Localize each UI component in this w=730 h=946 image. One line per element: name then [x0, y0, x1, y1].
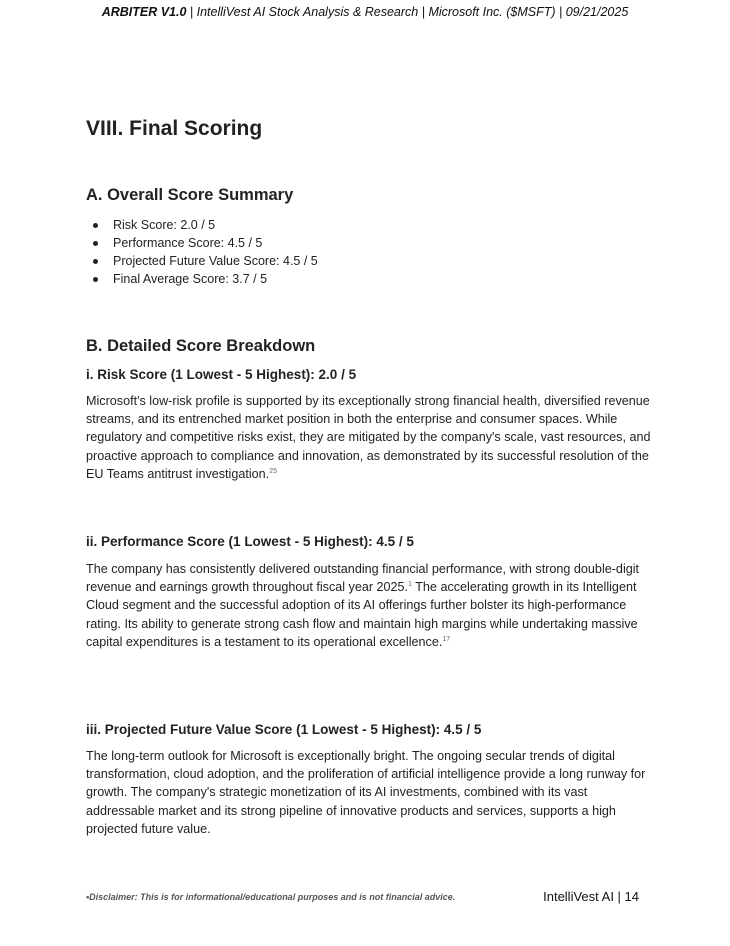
footnote-ref: 1 [408, 581, 412, 589]
performance-score-text-b: The accelerating growth in its Intelligent Cloud segment and the successful adoption of its AI offerings further bolster its high-performance rating. Its ability to generate strong cash flow and maintain high margins while undertaking massive capital expenditures is a testament to its operational excellence. [86, 580, 638, 649]
bullet-icon [93, 259, 98, 264]
future-value-score-heading: iii. Projected Future Value Score (1 Lowest - 5 Highest): 4.5 / 5 [86, 722, 482, 737]
list-item [86, 270, 318, 288]
bullet-icon [93, 223, 98, 228]
bullet-icon [93, 277, 98, 282]
page-header [0, 5, 730, 19]
header-brand: ARBITER V1.0 [101, 5, 187, 19]
footnote-ref: 17 [442, 635, 451, 643]
footnote-ref: 25 [269, 467, 277, 475]
list-item [86, 252, 318, 270]
performance-score-summary: Performance Score: 4.5 / 5 [113, 236, 263, 250]
final-average-score-summary: Final Average Score: 3.7 / 5 [113, 272, 268, 286]
footer-disclaimer: •Disclaimer: This is for informational/educational purposes and is not financial advice. [86, 892, 456, 902]
section-title: VIII. Final Scoring [86, 117, 263, 140]
risk-score-text: Microsoft's low-risk profile is supported by its exceptionally strong financial health, diversified revenue streams, and its entrenched market position in both the enterprise and consumer spaces. While regulatory and competitive risks exist, they are mitigated by the company's scale, vast resources, and proactive approach to compliance and innovation, as demonstrated by its successful resolution of the EU Teams antitrust investigation. [86, 394, 651, 481]
list-item [86, 234, 318, 252]
footer-page-number: IntelliVest AI | 14 [543, 889, 639, 904]
header-details: | IntelliVest AI Stock Analysis & Research | Microsoft Inc. ($MSFT) | 09/21/2025 [186, 5, 629, 19]
future-value-score-text: The long-term outlook for Microsoft is exceptionally bright. The ongoing secular trends of digital transformation, cloud adoption, and the proliferation of artificial intelligence provide a long runway for growth. The company's strategic monetization of its AI investments, combined with its vast addressable market and its strong pipeline of innovative products and services, supports a high projected future value. [86, 749, 646, 836]
performance-score-heading: ii. Performance Score (1 Lowest - 5 Highest): 4.5 / 5 [86, 534, 414, 549]
bullet-icon [93, 241, 98, 246]
risk-score-paragraph [86, 392, 656, 483]
risk-score-heading: i. Risk Score (1 Lowest - 5 Highest): 2.0 / 5 [86, 367, 357, 382]
score-summary-list [86, 216, 318, 288]
future-value-score-paragraph [86, 747, 656, 838]
future-value-score-summary: Projected Future Value Score: 4.5 / 5 [113, 254, 318, 268]
performance-score-paragraph [86, 560, 656, 651]
risk-score-summary: Risk Score: 2.0 / 5 [113, 218, 216, 232]
performance-score-text-a: The company has consistently delivered outstanding financial performance, with strong double-digit revenue and earnings growth throughout fiscal year 2025. [86, 562, 640, 595]
summary-heading: A. Overall Score Summary [86, 186, 294, 204]
list-item [86, 216, 318, 234]
breakdown-heading: B. Detailed Score Breakdown [86, 337, 316, 355]
